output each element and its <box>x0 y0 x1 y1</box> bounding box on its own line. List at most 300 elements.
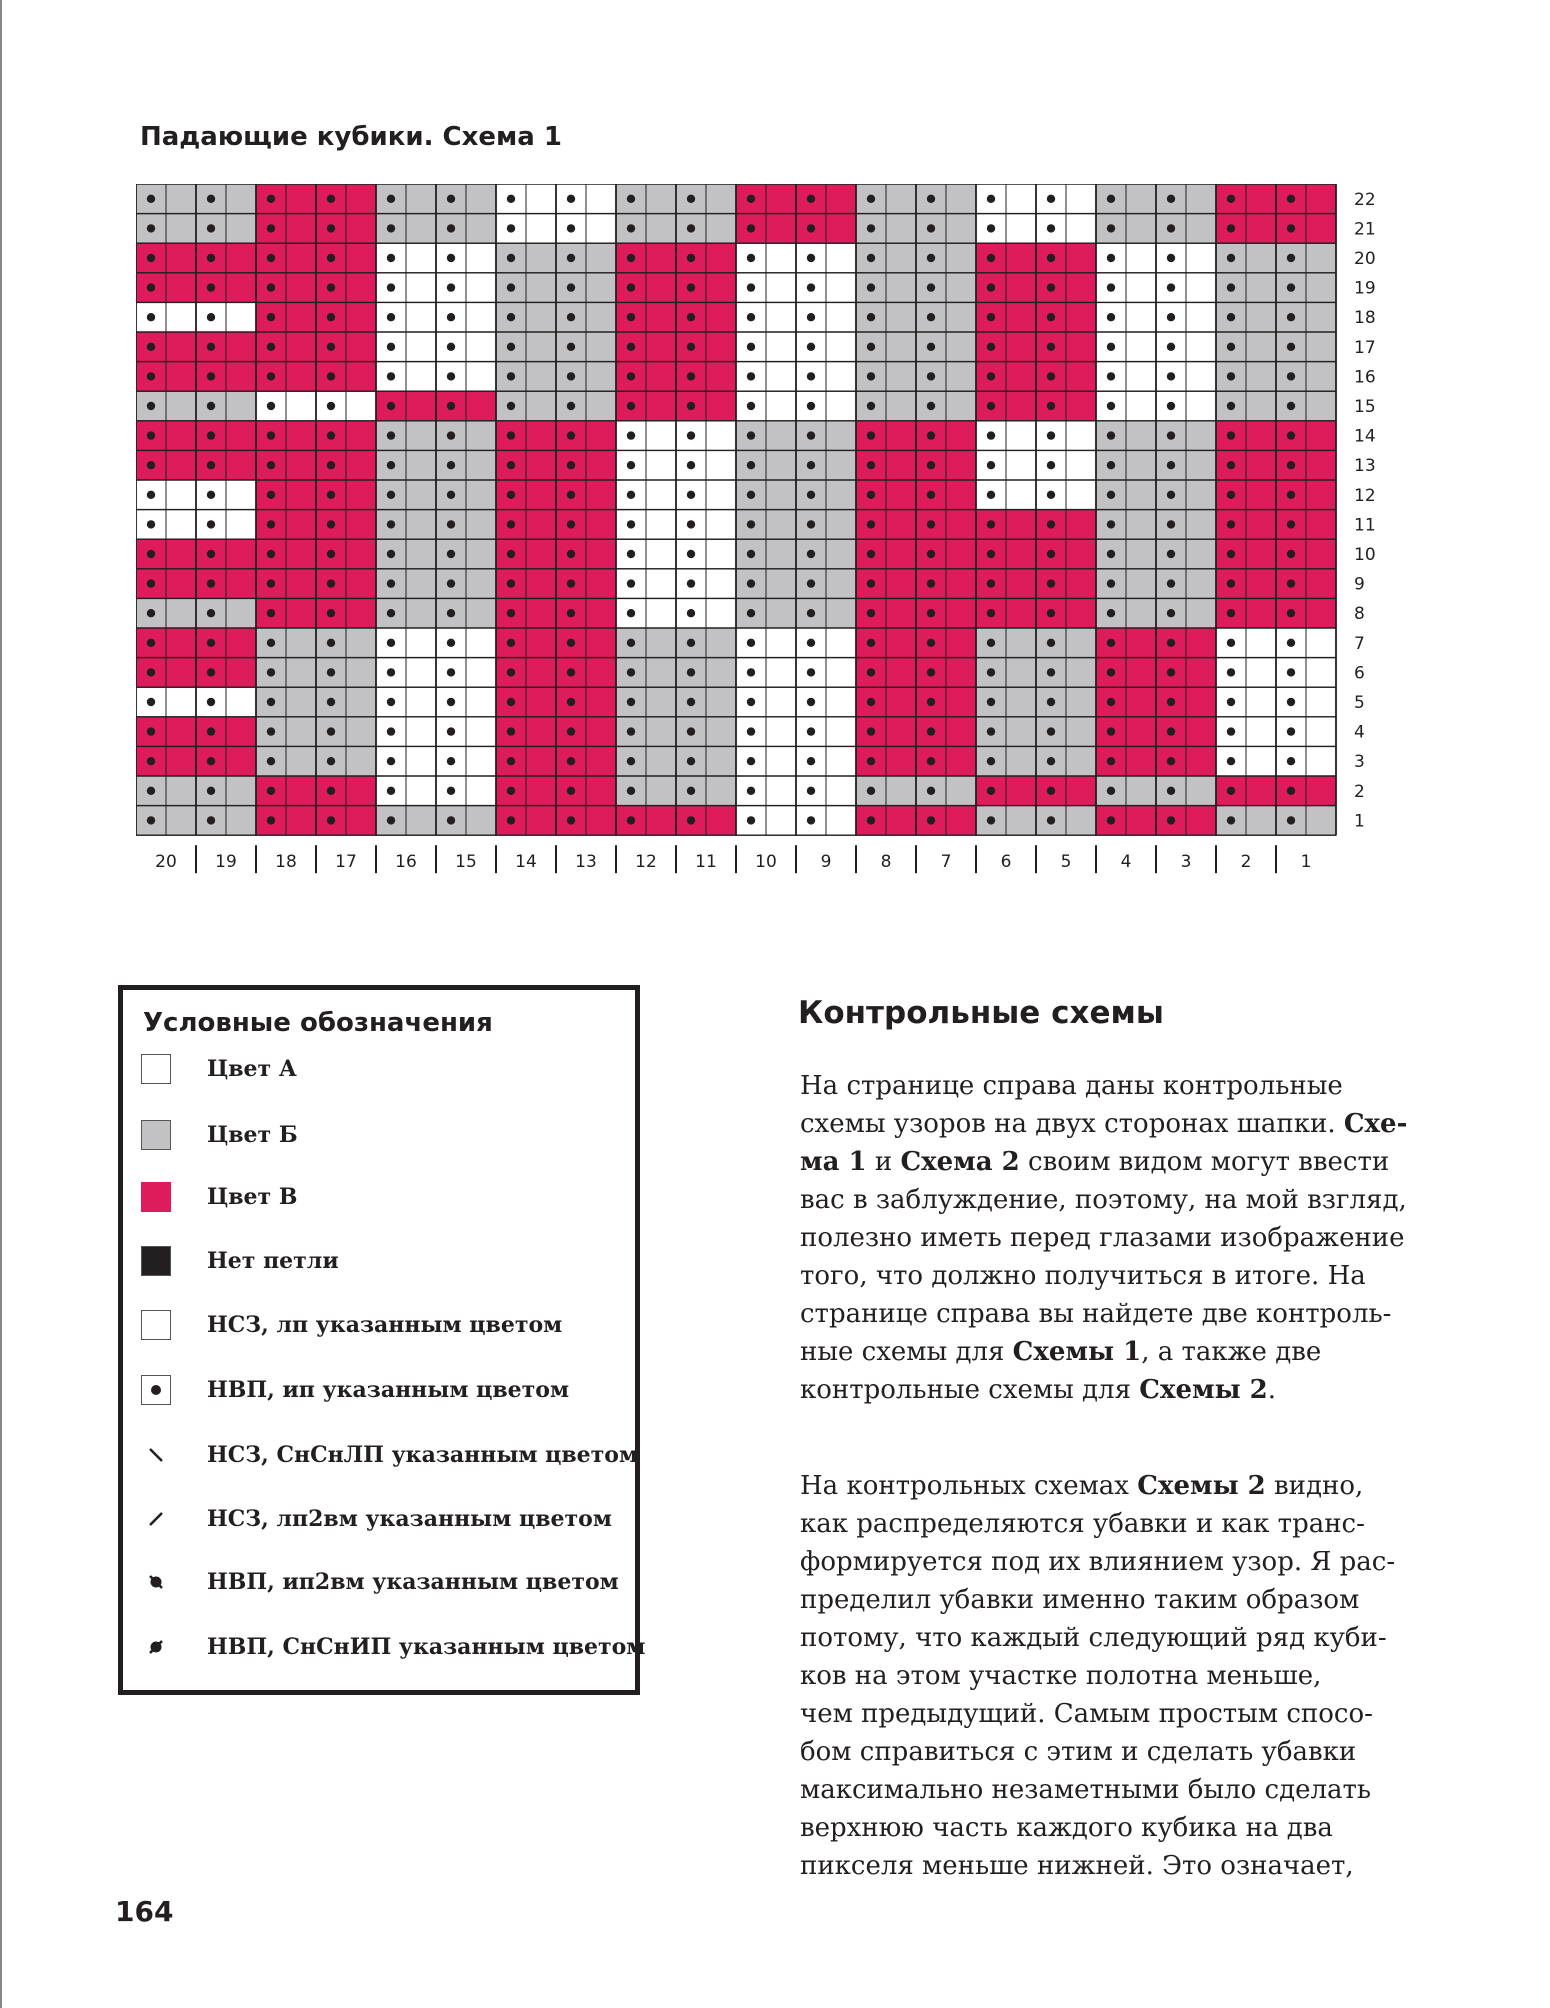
stitch-dot <box>507 313 515 321</box>
chart-cell <box>826 569 856 599</box>
stitch-dot <box>1107 550 1115 558</box>
stitch-dot <box>327 224 335 232</box>
chart-cell <box>766 362 796 392</box>
chart-cell <box>1126 421 1156 451</box>
stitch-dot <box>1227 343 1235 351</box>
text-line: полезно иметь перед глазами изображение <box>800 1223 1405 1253</box>
text-line: максимально незаметными было сделать <box>800 1775 1372 1805</box>
stitch-dot <box>807 461 815 469</box>
row-label: 19 <box>1354 278 1376 299</box>
stitch-dot <box>807 787 815 795</box>
stitch-dot <box>387 757 395 765</box>
chart-cell <box>286 243 316 273</box>
stitch-dot <box>447 550 455 558</box>
chart-cell <box>226 658 256 688</box>
chart-cell <box>286 628 316 658</box>
chart-cell <box>1306 717 1336 747</box>
chart-cell <box>946 243 976 273</box>
chart-cell <box>1246 717 1276 747</box>
stitch-dot <box>807 550 815 558</box>
legend-item <box>141 1500 631 1540</box>
stitch-dot <box>1167 313 1175 321</box>
chart-cell <box>1246 806 1276 836</box>
row-label: 15 <box>1354 397 1376 417</box>
stitch-dot <box>747 668 755 676</box>
chart-cell <box>1246 362 1276 392</box>
stitch-dot <box>267 283 275 291</box>
chart-cell <box>586 776 616 806</box>
chart-cell <box>1186 746 1216 776</box>
stitch-dot <box>507 343 515 351</box>
stitch-dot <box>987 372 995 380</box>
stitch-dot <box>927 224 935 232</box>
stitch-dot <box>1287 224 1295 232</box>
stitch-dot <box>687 816 695 824</box>
stitch-dot <box>1167 402 1175 410</box>
chart-cell <box>406 806 436 836</box>
chart-cell <box>1066 391 1096 421</box>
chart-title: Падающие кубики. Схема 1 <box>140 122 562 152</box>
chart-cell <box>946 184 976 214</box>
chart-cell <box>1006 421 1036 451</box>
stitch-dot <box>387 491 395 499</box>
stitch-dot <box>327 550 335 558</box>
stitch-dot <box>567 491 575 499</box>
chart-cell <box>226 450 256 480</box>
stitch-dot <box>1107 491 1115 499</box>
chart-cell <box>706 687 736 717</box>
chart-cell <box>526 806 556 836</box>
stitch-dot <box>687 491 695 499</box>
stitch-dot <box>927 372 935 380</box>
stitch-dot <box>327 668 335 676</box>
stitch-dot <box>1227 550 1235 558</box>
chart-cell <box>526 510 556 540</box>
text-line: как распределяются убавки и как транс- <box>800 1509 1365 1539</box>
chart-cell <box>346 450 376 480</box>
dot-right-slant-icon <box>141 1632 171 1662</box>
stitch-dot <box>627 520 635 528</box>
stitch-dot <box>147 283 155 291</box>
stitch-dot <box>327 816 335 824</box>
chart-cell <box>1006 569 1036 599</box>
chart-cell <box>226 628 256 658</box>
chart-cell <box>826 598 856 628</box>
chart-cell <box>586 687 616 717</box>
text-line: ма 1 и Схема 2 своим видом могут ввести <box>800 1147 1390 1177</box>
stitch-dot <box>327 491 335 499</box>
stitch-dot <box>327 431 335 439</box>
chart-cell <box>1186 273 1216 303</box>
stitch-dot <box>867 372 875 380</box>
chart-cell <box>1246 450 1276 480</box>
chart-cell <box>1246 539 1276 569</box>
stitch-dot <box>687 461 695 469</box>
stitch-dot <box>1227 491 1235 499</box>
stitch-dot <box>267 520 275 528</box>
stitch-dot <box>747 520 755 528</box>
chart-cell <box>1066 243 1096 273</box>
chart-cell <box>346 776 376 806</box>
stitch-dot <box>267 550 275 558</box>
stitch-dot <box>1047 402 1055 410</box>
stitch-dot <box>147 491 155 499</box>
stitch-dot <box>507 461 515 469</box>
stitch-dot <box>447 609 455 617</box>
chart-cell <box>346 273 376 303</box>
chart-cell <box>1246 421 1276 451</box>
chart-cell <box>706 539 736 569</box>
chart-cell <box>1306 806 1336 836</box>
chart-cell <box>1126 776 1156 806</box>
chart-cell <box>706 717 736 747</box>
chart-cell <box>166 184 196 214</box>
stitch-dot <box>327 402 335 410</box>
stitch-dot <box>1227 224 1235 232</box>
stitch-dot <box>207 254 215 262</box>
stitch-dot <box>447 698 455 706</box>
stitch-dot <box>987 313 995 321</box>
stitch-dot <box>747 313 755 321</box>
chart-cell <box>826 510 856 540</box>
chart-cell <box>346 510 376 540</box>
chart-cell <box>526 391 556 421</box>
text-line: чем предыдущий. Самым простым спосо- <box>800 1699 1373 1729</box>
stitch-dot <box>807 639 815 647</box>
stitch-dot <box>147 461 155 469</box>
chart-cell <box>526 214 556 244</box>
stitch-dot <box>627 343 635 351</box>
stitch-dot <box>267 698 275 706</box>
stitch-dot <box>747 431 755 439</box>
stitch-dot <box>387 816 395 824</box>
chart-cell <box>466 450 496 480</box>
stitch-dot <box>567 609 575 617</box>
stitch-dot <box>267 757 275 765</box>
chart-cell <box>526 628 556 658</box>
legend-label: НСЗ, лп указанным цветом <box>207 1312 563 1338</box>
stitch-dot <box>507 520 515 528</box>
stitch-dot <box>447 816 455 824</box>
chart-cell <box>1306 184 1336 214</box>
chart-cell <box>826 421 856 451</box>
chart-cell <box>1066 302 1096 332</box>
chart-cell <box>226 184 256 214</box>
stitch-dot <box>1227 757 1235 765</box>
chart-cell <box>586 480 616 510</box>
chart-cell <box>1246 243 1276 273</box>
stitch-dot <box>1167 195 1175 203</box>
chart-cell <box>1006 450 1036 480</box>
chart-cell <box>466 421 496 451</box>
stitch-dot <box>327 579 335 587</box>
stitch-dot <box>987 224 995 232</box>
chart-cell <box>346 806 376 836</box>
stitch-dot <box>1107 787 1115 795</box>
chart-cell <box>406 391 436 421</box>
chart-cell <box>346 539 376 569</box>
stitch-dot <box>207 668 215 676</box>
text-line: странице справа вы найдете две контроль- <box>800 1299 1392 1329</box>
chart-cell <box>526 362 556 392</box>
stitch-dot <box>207 609 215 617</box>
text-line: пределил убавки именно таким образом <box>800 1585 1360 1615</box>
stitch-dot <box>567 520 575 528</box>
chart-cell <box>1186 302 1216 332</box>
chart-cell <box>1006 302 1036 332</box>
chart-cell <box>286 302 316 332</box>
stitch-dot <box>627 698 635 706</box>
stitch-dot <box>207 639 215 647</box>
chart-cell <box>466 510 496 540</box>
stitch-dot <box>387 668 395 676</box>
row-label: 2 <box>1354 781 1365 802</box>
chart-cell <box>646 450 676 480</box>
chart-cell <box>406 687 436 717</box>
chart-cell <box>346 421 376 451</box>
stitch-dot <box>627 727 635 735</box>
chart-cell <box>586 658 616 688</box>
right-slant-icon <box>141 1504 171 1534</box>
stitch-dot <box>1167 609 1175 617</box>
stitch-dot <box>207 372 215 380</box>
chart-cell <box>586 214 616 244</box>
chart-cell <box>1126 687 1156 717</box>
chart-cell <box>346 746 376 776</box>
stitch-dot <box>327 461 335 469</box>
stitch-dot <box>747 254 755 262</box>
stitch-dot <box>1227 727 1235 735</box>
stitch-dot <box>627 550 635 558</box>
chart-cell <box>226 214 256 244</box>
stitch-dot <box>927 520 935 528</box>
section-title: Контрольные схемы <box>798 995 1164 1031</box>
chart-cell <box>166 332 196 362</box>
chart-cell <box>586 628 616 658</box>
stitch-dot <box>747 639 755 647</box>
legend-item <box>141 1050 631 1090</box>
legend-item <box>141 1436 639 1476</box>
stitch-dot <box>207 787 215 795</box>
stitch-dot <box>207 698 215 706</box>
column-label: 8 <box>880 852 892 873</box>
chart-cell <box>286 362 316 392</box>
chart-cell <box>466 184 496 214</box>
column-label: 9 <box>820 852 832 873</box>
chart-cell <box>646 302 676 332</box>
chart-cell <box>826 450 856 480</box>
stitch-dot <box>447 195 455 203</box>
stitch-dot <box>1287 283 1295 291</box>
chart-cell <box>166 717 196 747</box>
chart-cell <box>1306 658 1336 688</box>
chart-cell <box>646 776 676 806</box>
chart-cell <box>886 421 916 451</box>
chart-cell <box>1126 184 1156 214</box>
chart-cell <box>466 302 496 332</box>
chart-cell <box>1006 480 1036 510</box>
chart-cell <box>946 421 976 451</box>
stitch-dot <box>987 343 995 351</box>
stitch-dot <box>1227 402 1235 410</box>
legend-item <box>141 1628 646 1668</box>
stitch-dot <box>507 698 515 706</box>
chart-cell <box>1306 598 1336 628</box>
chart-cell <box>1066 658 1096 688</box>
chart-cell <box>706 658 736 688</box>
column-label: 13 <box>575 852 597 873</box>
chart-cell <box>646 717 676 747</box>
stitch-dot <box>807 313 815 321</box>
stitch-dot <box>867 313 875 321</box>
chart-cell <box>1006 273 1036 303</box>
row-label: 1 <box>1354 811 1365 832</box>
chart-cell <box>886 450 916 480</box>
chart-cell <box>1186 450 1216 480</box>
stitch-dot <box>507 579 515 587</box>
stitch-dot <box>1167 224 1175 232</box>
stitch-dot <box>1107 668 1115 676</box>
chart-cell <box>946 569 976 599</box>
stitch-dot <box>807 372 815 380</box>
stitch-dot <box>327 195 335 203</box>
stitch-dot <box>327 639 335 647</box>
chart-cell <box>226 717 256 747</box>
stitch-dot <box>147 579 155 587</box>
chart-cell <box>1006 510 1036 540</box>
stitch-dot <box>687 224 695 232</box>
chart-cell <box>1306 510 1336 540</box>
stitch-dot <box>1287 639 1295 647</box>
chart-cell <box>286 480 316 510</box>
stitch-dot <box>207 816 215 824</box>
chart-cell <box>946 332 976 362</box>
column-label: 3 <box>1180 852 1192 873</box>
stitch-dot <box>387 698 395 706</box>
chart-cell <box>1186 717 1216 747</box>
stitch-dot <box>987 668 995 676</box>
stitch-dot <box>387 787 395 795</box>
stitch-dot <box>927 461 935 469</box>
chart-cell <box>286 717 316 747</box>
stitch-dot <box>507 283 515 291</box>
chart-cell <box>1126 806 1156 836</box>
stitch-dot <box>927 668 935 676</box>
chart-cell <box>1186 776 1216 806</box>
chart-cell <box>1126 569 1156 599</box>
stitch-dot <box>867 639 875 647</box>
stitch-dot <box>747 224 755 232</box>
chart-cell <box>526 746 556 776</box>
stitch-dot <box>807 520 815 528</box>
stitch-dot <box>1167 757 1175 765</box>
text-line: пикселя меньше нижней. Это означает, <box>800 1851 1354 1881</box>
chart-cell <box>886 184 916 214</box>
stitch-dot <box>1167 787 1175 795</box>
chart-cell <box>946 391 976 421</box>
chart-cell <box>1306 776 1336 806</box>
chart-cell <box>946 480 976 510</box>
stitch-dot <box>807 579 815 587</box>
stitch-dot <box>1107 698 1115 706</box>
column-label: 16 <box>395 852 417 873</box>
stitch-dot <box>1227 787 1235 795</box>
stitch-dot <box>1287 550 1295 558</box>
chart-cell <box>466 362 496 392</box>
row-label: 16 <box>1354 367 1376 388</box>
stitch-dot <box>267 579 275 587</box>
chart-cell <box>646 243 676 273</box>
chart-cell <box>406 302 436 332</box>
chart-cell <box>826 184 856 214</box>
stitch-dot <box>327 787 335 795</box>
chart-cell <box>886 391 916 421</box>
chart-cell <box>1006 658 1036 688</box>
chart-cell <box>466 598 496 628</box>
chart-cell <box>706 480 736 510</box>
stitch-dot <box>747 727 755 735</box>
stitch-dot <box>447 254 455 262</box>
stitch-dot <box>987 283 995 291</box>
stitch-dot <box>327 313 335 321</box>
stitch-dot <box>267 343 275 351</box>
row-label: 9 <box>1354 574 1365 595</box>
stitch-dot <box>267 313 275 321</box>
chart-cell <box>406 184 436 214</box>
chart-cell <box>1246 391 1276 421</box>
stitch-dot <box>147 224 155 232</box>
text-line: верхнюю часть каждого кубика на два <box>800 1813 1333 1843</box>
chart-cell <box>346 362 376 392</box>
stitch-dot <box>327 727 335 735</box>
stitch-dot <box>387 343 395 351</box>
stitch-dot <box>1107 254 1115 262</box>
chart-cell <box>406 569 436 599</box>
chart-cell <box>226 776 256 806</box>
chart-cell <box>586 806 616 836</box>
row-label: 21 <box>1354 219 1376 240</box>
chart-cell <box>526 302 556 332</box>
chart-cell <box>586 391 616 421</box>
black-square-icon <box>141 1246 171 1276</box>
stitch-dot <box>687 195 695 203</box>
column-label: 18 <box>275 852 297 873</box>
chart-cell <box>166 628 196 658</box>
stitch-dot <box>387 550 395 558</box>
stitch-dot <box>987 787 995 795</box>
stitch-dot <box>267 372 275 380</box>
chart-cell <box>886 806 916 836</box>
stitch-dot <box>867 579 875 587</box>
chart-cell <box>646 421 676 451</box>
chart-cell <box>1246 273 1276 303</box>
stitch-dot <box>1107 639 1115 647</box>
chart-cell <box>826 391 856 421</box>
chart-cell <box>706 302 736 332</box>
stitch-dot <box>267 195 275 203</box>
chart-cell <box>1186 806 1216 836</box>
chart-cell <box>706 362 736 392</box>
chart-cell <box>1066 510 1096 540</box>
stitch-dot <box>147 727 155 735</box>
stitch-dot <box>567 668 575 676</box>
chart-cell <box>1306 569 1336 599</box>
stitch-dot <box>147 787 155 795</box>
stitch-dot <box>1167 816 1175 824</box>
stitch-dot <box>507 254 515 262</box>
stitch-dot <box>567 224 575 232</box>
stitch-dot <box>147 254 155 262</box>
